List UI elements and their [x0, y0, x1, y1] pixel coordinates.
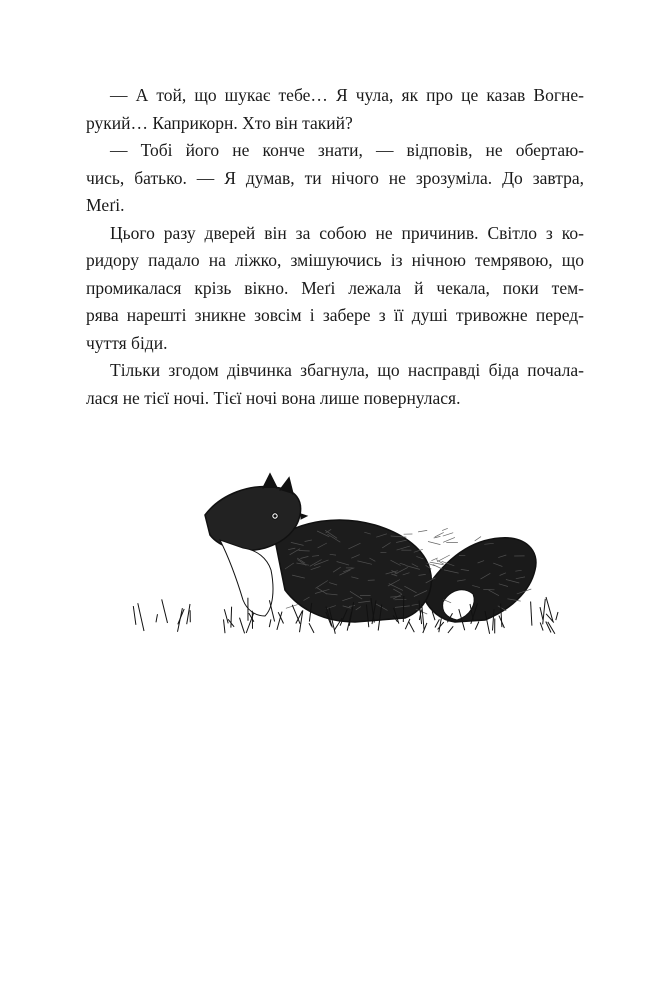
marten-ink-drawing-icon [125, 470, 565, 640]
text-line: лася не тієї ночі. Тієї ночі вона лише повернулася. [86, 387, 461, 408]
text-line: рукий… Каприкорн. Хто він такий? [86, 112, 353, 133]
text-line: — А той, що шукає тебе… Я чула, як про це казав Вогне- [110, 85, 584, 105]
text-line: Цього разу дверей він за собою не причинив. Світло з ко- [110, 222, 584, 243]
text-line: ридору падало на ліжко, змішуючись із нічною темрявою, що [86, 250, 584, 270]
text-line: Тільки згодом дівчинка збагнула, що насправді біда почала- [110, 360, 584, 380]
text-line: Меґі. [86, 195, 125, 215]
body-text [86, 82, 584, 412]
text-line: чись, батько. — Я думав, ти нічого не зрозуміла. До завтра, [86, 167, 584, 188]
text-line: промикалася крізь вікно. Меґі лежала й чекала, поки тем- [86, 277, 584, 298]
text-line: чуття біди. [86, 332, 168, 353]
text-line: — Тобі його не конче знати, — відповів, не обертаю- [110, 140, 584, 160]
text-line: рява нарешті зникне зовсім і забере з її душі тривожне перед- [86, 305, 584, 325]
